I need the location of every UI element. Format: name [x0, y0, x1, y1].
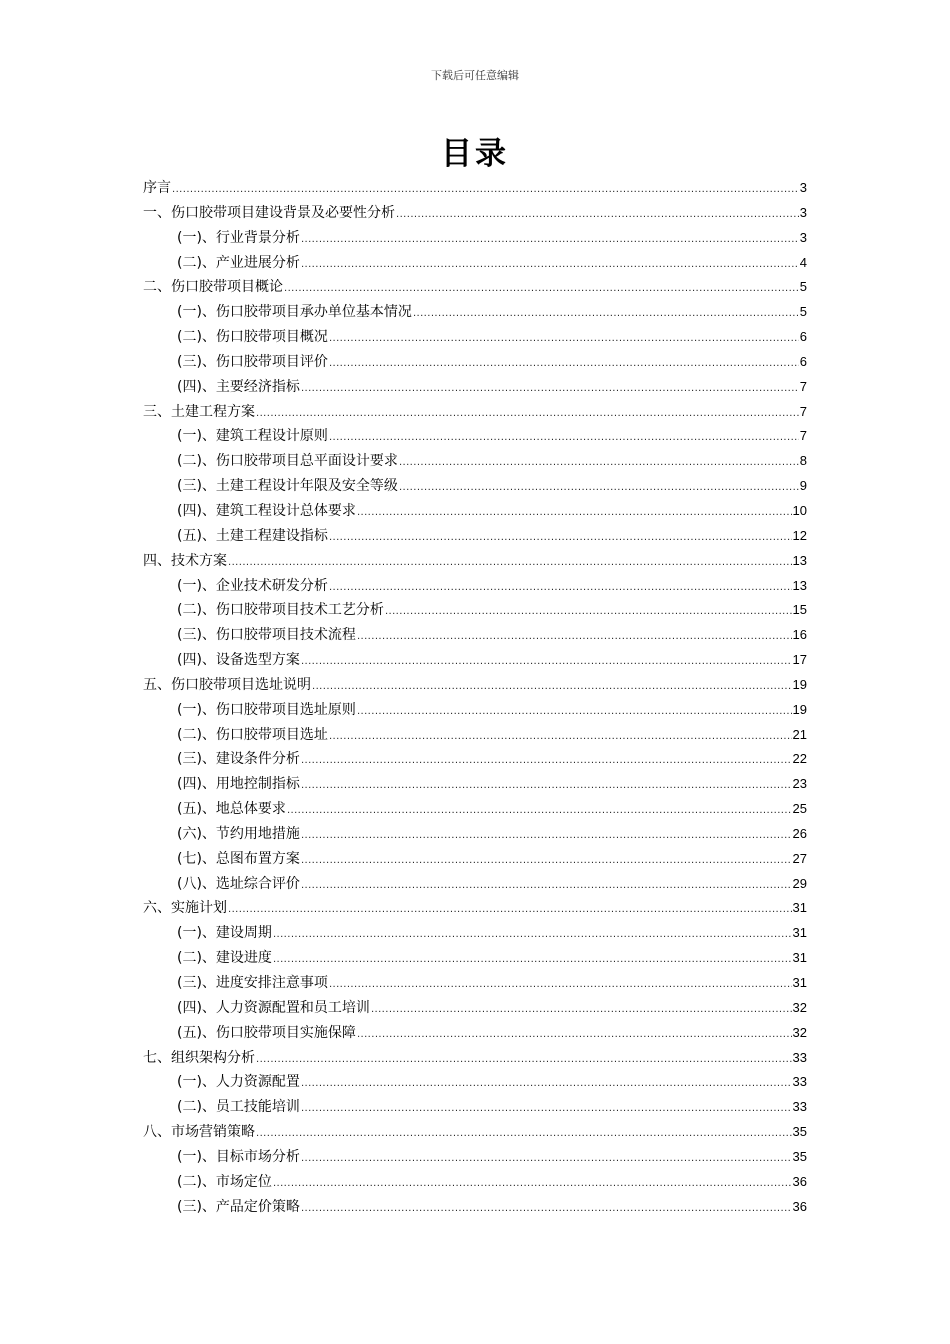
toc-entry[interactable]	[143, 1095, 807, 1120]
toc-entry[interactable]	[143, 1195, 807, 1220]
toc-entry[interactable]	[143, 251, 807, 276]
toc-entry-label: (四)、人力资源配置和员工培训	[177, 999, 370, 1016]
toc-entry[interactable]	[143, 847, 807, 872]
toc-entry-page-number: 33	[792, 1049, 807, 1065]
toc-entry-page-number: 5	[799, 304, 807, 320]
toc-entry-label: (四)、设备选型方案	[177, 652, 300, 669]
toc-entry-page-number: 6	[799, 329, 807, 345]
toc-entry-label: (四)、主要经济指标	[177, 378, 300, 395]
toc-entry-label: (二)、建设进度	[177, 950, 272, 967]
toc-entry-label: 一、伤口胶带项目建设背景及必要性分析	[143, 204, 395, 221]
toc-entry-page-number: 7	[799, 378, 807, 394]
toc-entry-label: 八、市场营销策略	[143, 1124, 255, 1141]
toc-entry[interactable]	[143, 1170, 807, 1195]
toc-dot-leader	[301, 824, 792, 849]
toc-entry-label: (六)、节约用地措施	[177, 825, 300, 842]
toc-entry[interactable]	[143, 1145, 807, 1170]
toc-entry-label: 三、土建工程方案	[143, 403, 255, 420]
toc-entry-page-number: 29	[792, 875, 807, 891]
toc-dot-leader	[273, 948, 792, 973]
toc-entry[interactable]	[143, 698, 807, 723]
toc-dot-leader	[413, 302, 799, 327]
toc-entry[interactable]	[143, 549, 807, 574]
toc-entry-page-number: 31	[792, 925, 807, 941]
toc-entry-label: 六、实施计划	[143, 900, 227, 917]
toc-dot-leader	[301, 253, 799, 278]
toc-dot-leader	[399, 451, 799, 476]
toc-entry[interactable]	[143, 822, 807, 847]
toc-dot-leader	[301, 874, 792, 899]
toc-entry-label: (五)、伤口胶带项目实施保障	[177, 1024, 356, 1041]
toc-entry-page-number: 7	[799, 403, 807, 419]
toc-dot-leader	[396, 203, 799, 228]
toc-dot-leader	[301, 774, 792, 799]
toc-dot-leader	[329, 725, 792, 750]
toc-entry-label: (二)、伤口胶带项目技术工艺分析	[177, 602, 384, 619]
toc-entry[interactable]	[143, 300, 807, 325]
toc-entry[interactable]	[143, 524, 807, 549]
toc-entry-page-number: 19	[792, 701, 807, 717]
toc-dot-leader	[329, 426, 799, 451]
toc-entry-page-number: 31	[792, 950, 807, 966]
toc-entry[interactable]	[143, 623, 807, 648]
toc-entry[interactable]	[143, 971, 807, 996]
toc-dot-leader	[256, 402, 799, 427]
toc-entry-page-number: 27	[792, 850, 807, 866]
toc-entry-label: (一)、伤口胶带项目承办单位基本情况	[177, 304, 412, 321]
toc-entry-page-number: 7	[799, 428, 807, 444]
toc-dot-leader	[329, 327, 799, 352]
toc-entry[interactable]	[143, 1070, 807, 1095]
toc-entry[interactable]	[143, 275, 807, 300]
toc-entry[interactable]	[143, 226, 807, 251]
toc-entry-label: (一)、建筑工程设计原则	[177, 428, 328, 445]
toc-entry-label: (一)、建设周期	[177, 925, 272, 942]
toc-entry-page-number: 5	[799, 279, 807, 295]
toc-dot-leader	[301, 1072, 792, 1097]
toc-entry-page-number: 31	[792, 975, 807, 990]
toc-entry-label: (四)、建筑工程设计总体要求	[177, 502, 356, 519]
toc-dot-leader	[301, 849, 792, 874]
toc-entry[interactable]	[143, 598, 807, 623]
toc-entry-page-number: 3	[799, 229, 807, 245]
toc-entry[interactable]	[143, 946, 807, 971]
page-title: 目录	[441, 136, 509, 172]
toc-entry-page-number: 32	[792, 999, 807, 1015]
toc-dot-leader	[371, 998, 792, 1023]
toc-dot-leader	[385, 600, 792, 625]
toc-entry[interactable]	[143, 574, 807, 599]
toc-entry-label: (一)、伤口胶带项目选址原则	[177, 701, 356, 718]
toc-dot-leader	[357, 1023, 792, 1048]
toc-entry[interactable]	[143, 921, 807, 946]
toc-entry[interactable]	[143, 1120, 807, 1145]
toc-entry[interactable]	[143, 350, 807, 375]
toc-entry-page-number: 25	[792, 801, 807, 817]
toc-entry-label: (五)、地总体要求	[177, 801, 286, 818]
toc-entry-label: (三)、伤口胶带项目技术流程	[177, 627, 356, 644]
toc-entry-page-number: 15	[792, 602, 807, 618]
toc-dot-leader	[399, 476, 799, 501]
toc-entry-label: (二)、伤口胶带项目概况	[177, 329, 328, 346]
toc-entry[interactable]	[143, 673, 807, 698]
toc-entry[interactable]	[143, 747, 807, 772]
toc-entry-page-number: 33	[792, 1074, 807, 1090]
toc-dot-leader	[312, 675, 792, 700]
toc-entry[interactable]	[143, 375, 807, 400]
toc-dot-leader	[256, 1048, 792, 1073]
toc-dot-leader	[172, 178, 799, 203]
toc-dot-leader	[357, 501, 792, 526]
toc-entry-label: (二)、市场定位	[177, 1173, 272, 1190]
toc-entry-page-number: 3	[799, 204, 807, 220]
toc-entry-label: (三)、产品定价策略	[177, 1198, 300, 1215]
toc-entry-page-number: 35	[792, 1124, 807, 1140]
toc-entry-page-number: 13	[792, 552, 807, 568]
toc-entry-label: (一)、人力资源配置	[177, 1074, 300, 1091]
toc-entry-label: (二)、员工技能培训	[177, 1099, 300, 1116]
toc-entry-label: (一)、目标市场分析	[177, 1148, 300, 1165]
toc-entry-page-number: 8	[799, 453, 807, 469]
toc-entry-label: (七)、总图布置方案	[177, 850, 300, 867]
toc-dot-leader	[301, 1197, 792, 1222]
toc-entry[interactable]	[143, 648, 807, 673]
toc-entry-label: (四)、用地控制指标	[177, 776, 300, 793]
page-header: 下载后可任意编辑	[431, 69, 519, 82]
toc-entry[interactable]	[143, 996, 807, 1021]
toc-entry-page-number: 36	[792, 1173, 807, 1189]
toc-entry-label: 二、伤口胶带项目概论	[143, 279, 283, 296]
toc-dot-leader	[329, 352, 799, 377]
toc-entry-label: (八)、选址综合评价	[177, 875, 300, 892]
toc-entry[interactable]	[143, 797, 807, 822]
toc-entry[interactable]	[143, 1046, 807, 1071]
toc-entry-page-number: 36	[792, 1198, 807, 1214]
toc-entry-page-number: 21	[792, 726, 807, 742]
toc-dot-leader	[273, 1172, 792, 1197]
toc-entry-label: 七、组织架构分析	[143, 1049, 255, 1066]
toc-entry[interactable]	[143, 176, 807, 201]
toc-entry-label: 四、技术方案	[143, 552, 227, 569]
toc-dot-leader	[301, 749, 792, 774]
toc-entry-label: (二)、伤口胶带项目总平面设计要求	[177, 453, 398, 470]
toc-entry-label: (一)、企业技术研发分析	[177, 577, 328, 594]
toc-entry[interactable]	[143, 1021, 807, 1046]
toc-entry[interactable]	[143, 424, 807, 449]
toc-entry-label: (三)、伤口胶带项目评价	[177, 353, 328, 370]
toc-dot-leader	[228, 898, 792, 923]
toc-entry-page-number: 16	[792, 627, 807, 643]
toc-entry[interactable]	[143, 201, 807, 226]
toc-entry-label: (二)、产业进展分析	[177, 254, 300, 271]
toc-entry-page-number: 19	[792, 676, 807, 692]
toc-dot-leader	[357, 700, 792, 725]
toc-entry-page-number: 6	[799, 353, 807, 369]
toc-dot-leader	[228, 551, 792, 576]
toc-entry[interactable]	[143, 499, 807, 524]
toc-entry[interactable]	[143, 772, 807, 797]
toc-entry-page-number: 32	[792, 1024, 807, 1040]
toc-dot-leader	[284, 277, 799, 302]
toc-entry-label: (一)、行业背景分析	[177, 229, 300, 246]
toc-entry-page-number: 35	[792, 1148, 807, 1164]
toc-entry-page-number: 12	[792, 527, 807, 543]
toc-entry-page-number: 26	[792, 825, 807, 841]
toc-entry-page-number: 4	[799, 254, 807, 270]
toc-dot-leader	[301, 650, 792, 675]
toc-entry-label: (二)、伤口胶带项目选址	[177, 726, 328, 743]
toc-entry-page-number: 22	[792, 751, 807, 767]
table-of-contents	[143, 176, 807, 1219]
toc-dot-leader	[357, 625, 792, 650]
toc-entry-label: (三)、进度安排注意事项	[177, 975, 328, 991]
toc-dot-leader	[287, 799, 792, 824]
toc-dot-leader	[329, 576, 792, 601]
toc-entry[interactable]	[143, 872, 807, 897]
toc-entry-page-number: 10	[792, 502, 807, 518]
toc-dot-leader	[301, 1147, 792, 1172]
toc-entry[interactable]	[143, 474, 807, 499]
toc-entry[interactable]	[143, 723, 807, 748]
toc-entry-page-number: 17	[792, 652, 807, 668]
toc-entry-page-number: 31	[792, 900, 807, 916]
toc-dot-leader	[301, 377, 799, 402]
toc-dot-leader	[273, 923, 792, 948]
toc-entry[interactable]	[143, 449, 807, 474]
toc-dot-leader	[301, 1097, 792, 1122]
toc-entry[interactable]	[143, 325, 807, 350]
toc-entry[interactable]	[143, 896, 807, 921]
toc-entry-label: (三)、土建工程设计年限及安全等级	[177, 478, 398, 495]
toc-entry-page-number: 13	[792, 577, 807, 593]
toc-entry-page-number: 9	[799, 478, 807, 494]
toc-entry[interactable]	[143, 400, 807, 425]
toc-entry-label: 五、伤口胶带项目选址说明	[143, 676, 311, 693]
toc-entry-label: (三)、建设条件分析	[177, 751, 300, 768]
toc-entry-page-number: 3	[799, 180, 807, 195]
toc-dot-leader	[329, 973, 792, 998]
toc-dot-leader	[256, 1122, 792, 1147]
toc-entry-page-number: 33	[792, 1099, 807, 1115]
toc-dot-leader	[329, 526, 792, 551]
toc-dot-leader	[301, 228, 799, 253]
toc-entry-label: (五)、土建工程建设指标	[177, 527, 328, 544]
toc-entry-label: 序言	[143, 180, 171, 196]
toc-entry-page-number: 23	[792, 776, 807, 792]
